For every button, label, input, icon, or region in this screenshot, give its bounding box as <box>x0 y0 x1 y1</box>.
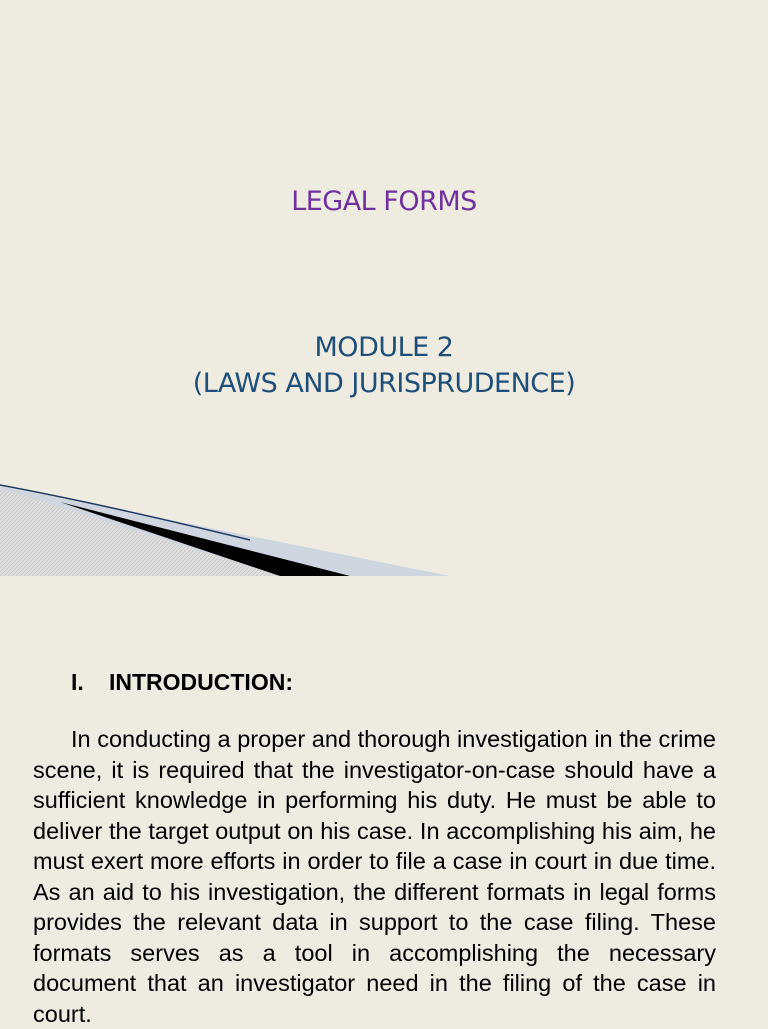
section-title: INTRODUCTION: <box>109 669 293 695</box>
subtitle-line-1: MODULE 2 <box>314 332 454 363</box>
decorative-swoosh <box>0 480 768 576</box>
section-heading <box>71 664 716 724</box>
section-number: I. <box>71 669 84 695</box>
slide-subtitle <box>0 330 768 402</box>
introduction-paragraph: In conducting a proper and thorough investigation in the crime scene, it is required that the investigator-on-case should have a sufficient knowledge in performing his duty. He must be able to deliver the target output on his case. In accomplishing his aim, he must exert more efforts in order to file a case in court in due time. As an aid to his investigation, the different formats in legal forms provides the relevant data in support to the case filing. These formats serves as a tool in accomplishing the necessary document that an investigator need in the filing of the case in court. <box>33 726 716 1027</box>
document-body <box>33 664 716 1029</box>
slide-title: LEGAL FORMS <box>291 186 477 217</box>
subtitle-line-2: (LAWS AND JURISPRUDENCE) <box>192 368 576 399</box>
